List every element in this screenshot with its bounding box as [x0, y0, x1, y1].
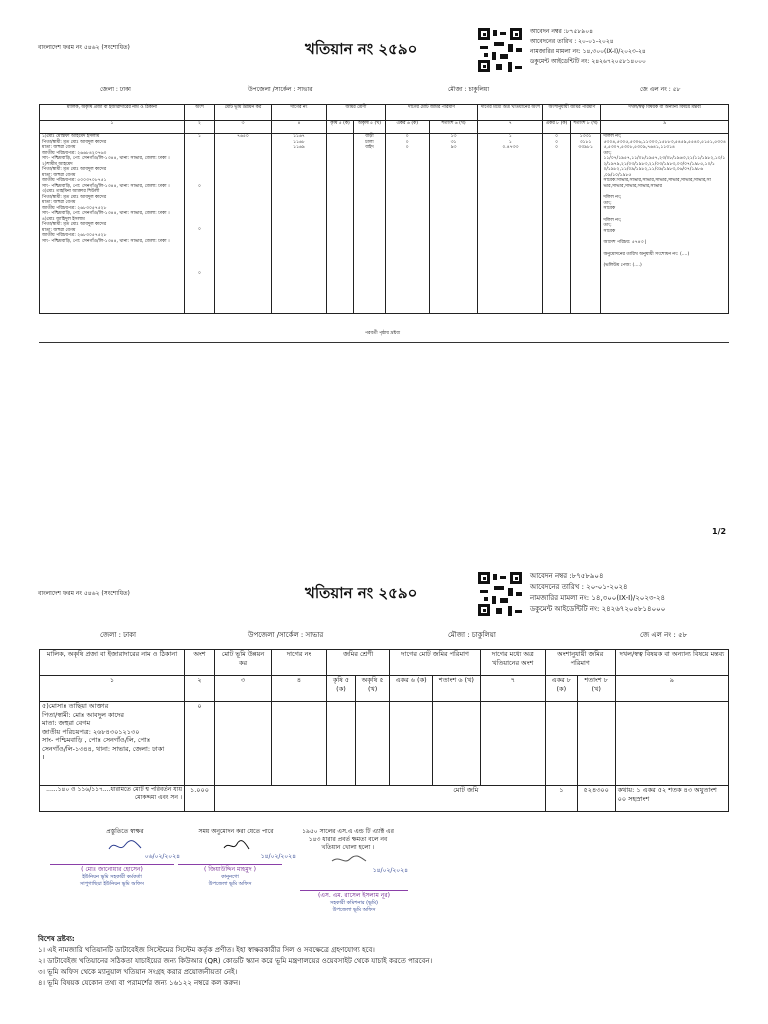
note-item: ১। এই নামজারি খতিয়ানটি ডাটাবেইজ সিস্টেমের সিস্টেম কর্তৃক প্রণীত। ইহা স্বাক্ষরকারীর সিল ও সবক্ষেত্রে গ্রহণযোগ্য হবে।	[38, 946, 375, 954]
sig-name: ( মোঃ জানোয়ার হোসেন)	[81, 866, 143, 873]
note-item: ৩। ভূমি অফিস থেকে ম্যানুয়াল খতিয়ান সংগ্রহ করার প্রয়োজনীয়তা নেই।	[38, 968, 238, 976]
remark-line: তাং;	[603, 223, 612, 228]
application-date: আবেদনের তারিখ : ২০-০১-২০২৪	[530, 38, 614, 45]
owner-line: ৫)মোসাঃ তাছিয়া আক্তার	[42, 702, 109, 710]
khatian-share: ০.৪৭৩৩	[502, 145, 519, 150]
empty-cell	[615, 702, 728, 786]
qr-code-icon	[478, 572, 522, 616]
owner-line: মাতা: জহুরা বেগম	[42, 227, 76, 233]
header-share-land: অংশানুযায়ী জমির পরিমাণ	[543, 105, 601, 121]
remark-line: ৫,৫৩০৭,৫৩০৮,৫৩০৯,৭৬৪১,১১৩১৪	[603, 145, 675, 150]
jl-number: জে এল নং : ৫৮	[640, 86, 681, 93]
header-remarks: দখল/স্বত্ব বিষয়ক বা অন্যান্য বিষয়ে মন্তব্য	[615, 650, 728, 676]
sig-office: উপজেলা ভূমি অফিস	[208, 881, 252, 887]
sig-role: সহকারী কমিশনার (ভূমি)	[330, 900, 378, 906]
sig-date: ১৪/০২/২০২৪	[372, 867, 408, 874]
col-num: ৩	[215, 121, 272, 134]
continued-note: পরবর্তী পৃষ্ঠায় দ্রষ্টব্য	[365, 331, 400, 336]
empty-cell	[480, 786, 545, 812]
col-num: শতাংশ ৬ (খ)	[429, 121, 478, 134]
share-shatak: ৩৩৯৮১	[578, 145, 593, 150]
sig-date: ০৬/০২/২০২৪	[144, 853, 180, 860]
remark-line: ভার,সাভার,সাভার,সাভার,সাভার	[603, 183, 662, 189]
remark-line: ০/১৯৮২,১১/০৯/১৯৮২,১১/০৯/১৯৮৩,০৬/০৭/১৯৮৬	[603, 167, 704, 172]
share-acre: ০	[555, 139, 558, 145]
sig-role: ইউনিয়ন ভূমি সহকারী কর্মকর্তা	[82, 874, 142, 880]
col-num: একর ৮ (ক)	[545, 676, 577, 702]
page-title: খতিয়ান নং ২৫৯০	[305, 40, 418, 58]
col-num: ১	[40, 121, 185, 134]
document-id: ডকুমেন্ট আইডেন্টিটি নং: ২৪২৬৭২০৫৮১৪০০০	[530, 58, 646, 65]
empty-cell	[272, 702, 327, 786]
header-owner: মালিক, অকৃষি প্রজা বা ইজারাদারের নাম ও ঠিকানা	[40, 105, 185, 121]
header-tax: মোট ভূমি উন্নয়ন কর	[215, 650, 272, 676]
owners-cell	[40, 134, 185, 314]
header-land-class: জমির শ্রেণী	[327, 105, 386, 121]
owner-line: জাতীয় পরিচয়পত্র: ২৬৮৩০৫৭৫২৮	[42, 205, 107, 211]
signature-rule	[178, 864, 282, 865]
empty-cell	[355, 702, 389, 786]
header-dag-total: দাগের মোট জমির পরিমাণ	[385, 105, 478, 121]
khatian-table-page2	[39, 649, 729, 812]
dag-acre: ০	[405, 139, 409, 145]
khatian-table-page1	[39, 104, 729, 314]
share-cell: ০	[185, 702, 215, 786]
owner-line: পিতা/স্বামী: মৃত মোঃ আবদুল কাদের	[42, 139, 107, 145]
col-num: ১	[40, 676, 185, 702]
col-num: অকৃষি ৫ (খ)	[354, 121, 386, 134]
total-in-words: কথায়: ১ একর ৫২ শতক ৪৩ অযুতাংশ ০০ সহস্রাংশ	[615, 786, 728, 812]
land-class: চালা	[365, 139, 374, 145]
signature-rule	[50, 864, 174, 865]
application-number: আবেদন নম্বর :৮৭৫৮৯০৪	[530, 572, 604, 580]
owner-line: সাং- পশ্চিমবাড়ি , পোঃ সেনগাঁও/লি, পোঃ	[42, 736, 151, 744]
land-class: বাইদ	[365, 145, 374, 150]
total-acre: ১	[545, 786, 577, 812]
signature-scribble-icon	[328, 853, 368, 867]
jl-number: জে এল নং : ৫৮	[640, 631, 688, 639]
remarks-cell	[601, 134, 729, 314]
document-id: ডকুমেন্ট আইডেন্টিটি নং: ২৪২৬৭২০৫৮১৪০০০	[530, 605, 666, 613]
header-share: অংশ	[185, 105, 215, 121]
signature-block-ac-land	[288, 828, 408, 875]
khatian-share: ১	[508, 139, 512, 145]
owner-line: মাতা: জহুরা বেগম	[42, 145, 76, 150]
share-acre: ০	[555, 145, 558, 150]
owner-line: সাং- পশ্চিমবাড়ি, পো: সেনগাঁও/লি-১৩৪৪, থানা: সাভার, জেলা: ঢাকা ।	[42, 211, 170, 216]
header-share: অংশ	[185, 650, 215, 676]
owner-line: পিতা/স্বামী: মৃত মোঃ আবদুল কাদের	[42, 222, 107, 227]
sig-office: উপজেলা ভূমি অফিস	[332, 907, 376, 913]
note-item: ৪। ভূমি বিষয়ক যেকোন তথ্য বা পরামর্শের জন্য ১৬১২২ নম্বরে কল করুন।	[38, 979, 241, 987]
remark-line: ২/১৯৭৯,২১/০৩/১৯৮৩,২১/০৩/১৯৮৩,০৩/০৭/১৯৮৫,১০/১	[603, 161, 715, 167]
owner-line: সেনগাঁও/লি-১৩৪৪, থানা: সাভার, জেলা: ঢাকা	[42, 744, 165, 753]
col-num: একর ৬ (ক)	[385, 121, 429, 134]
mouza: মৌজা : চাকুলিয়া	[448, 631, 496, 639]
dag-acre-cell	[385, 134, 429, 314]
empty-cell	[215, 702, 272, 786]
owner-line: ৩)মোঃ তাহমিনা আক্তার শিউলী	[42, 189, 100, 194]
dag-shatak: ৩১	[450, 139, 457, 145]
header-khatian-share: দাগের মধ্যে অত্র খতিয়ানের অংশ	[478, 105, 543, 121]
signature-scribble-icon	[105, 839, 145, 853]
notes-title: বিশেষ দ্রষ্টব্য:	[38, 935, 75, 943]
col-num: ৯	[615, 676, 728, 702]
col-num: শতাংশ ৬ (খ)	[432, 676, 480, 702]
header-dag: দাগের নং	[272, 105, 327, 121]
khatian-share: ১	[508, 134, 512, 139]
col-num: কৃষি ৫ (ক)	[327, 676, 356, 702]
land-class: বাড়ী	[365, 134, 374, 139]
signature-details-ac-land	[296, 892, 412, 914]
empty-cell	[545, 702, 577, 786]
form-number: বাংলাদেশ ফরম নং ৫৪৬২ (সংশোধিত)	[38, 590, 130, 597]
owner-line: ৪)মোঃ জাহিদুল ইসলাম	[42, 216, 85, 222]
dag-shatak: ১৩	[450, 134, 457, 139]
sig-title: প্রস্তুতিতে স্বাক্ষর	[106, 828, 144, 835]
dag-cell	[272, 134, 327, 314]
signature-scribble-icon	[221, 839, 251, 853]
owner-line: সাং- পশ্চিমবাড়ি, পো: সেনগাঁও/লি-১৩৪৪, থানা: সাভার, জেলা: ঢাকা ।	[42, 183, 170, 189]
sig-date: ১৪/০২/২০২৪	[260, 853, 296, 860]
owner-line: পিতা/স্বামী: মৃত মোঃ আবদুল কাদের	[42, 194, 107, 200]
dag-number: ১১৬৮	[293, 139, 305, 145]
sig-name: (এস. এম. রাসেল ইসলাম নূর)	[318, 892, 390, 899]
dag-number: ১১৬৯	[293, 145, 305, 150]
dag-shatak: ৯৩	[450, 145, 457, 150]
remark-line: তাং;	[603, 200, 612, 206]
sig-name: ( জিয়াউদ্দিন মাহমুদ )	[204, 866, 256, 873]
col-num: ২	[185, 121, 215, 134]
remark-line: ১১/০৭/১৯৫৭,১১/০৮/১৯৫৭,২৩/০৮/১৯৬৩,২১/১১/১৯৮২,১০/১	[603, 156, 726, 161]
total-shatak: ৫২৪৩০০	[577, 786, 615, 812]
share-value: ০	[198, 270, 201, 276]
header-dag-total: দাগের মোট জমির পরিমাণ	[390, 650, 481, 676]
dag-number: ১১৬৭	[293, 134, 305, 139]
district: জেলা : ঢাকা	[100, 631, 137, 639]
share-value: ০	[198, 183, 201, 189]
header-remarks: দখল/স্বত্ব বিষয়ক বা অন্যান্য বিষয়ে মন্তব্য	[601, 105, 729, 121]
dag-shatak-cell	[429, 134, 478, 314]
sig-line: ১৪৩ ধারার প্রবর্ত ক্ষমতা বলে নব	[308, 836, 388, 843]
application-number: আবেদন নম্বর :৮৭৫৮৯০৪	[530, 28, 594, 35]
col-num: কৃষি ৫ (ক)	[327, 121, 354, 134]
col-num: ৭	[480, 676, 545, 702]
header-khatian-share: দাগের মধ্যে অত্র খতিয়ানের অংশ	[480, 650, 545, 676]
qr-code-icon	[478, 28, 522, 72]
owner-line: ।	[42, 753, 45, 761]
empty-cell	[327, 702, 356, 786]
signature-rule	[300, 890, 408, 891]
dag-acre: ০	[405, 134, 409, 139]
header-tax: মোট ভূমি উন্নয়ন কর	[215, 105, 272, 121]
owner-line: জাতীয় পরিচয়পত্র: ৫০০৩৭০৮৭৫১	[42, 178, 107, 183]
mouza: মৌজা : চাকুলিয়া	[448, 86, 490, 93]
remark-line: ,০৯/১০/১৯৮৫	[603, 172, 632, 178]
agri-cell	[327, 134, 354, 314]
total-share: ১.০০০	[185, 786, 215, 812]
district: জেলা : ঢাকা	[100, 86, 131, 93]
col-num: ৪	[272, 121, 327, 134]
col-num: ২	[185, 676, 215, 702]
col-num: ৩	[215, 676, 272, 702]
owner-line: মাতা: জহুরা বেগম	[42, 719, 91, 727]
col-num: একর ৬ (ক)	[390, 676, 433, 702]
share-acre-cell	[543, 134, 570, 314]
owner-line: সাং- পশ্চিমবাড়ি, পো: সেনগাঁও/লি-১৩৪৪, থানা: সাভার, জেলা: ঢাকা ।	[42, 238, 170, 244]
remark-line: সাবেক	[603, 206, 616, 211]
header-owner: মালিক, অকৃষি প্রজা বা ইজারাদারের নাম ও ঠিকানা	[40, 650, 185, 676]
share-shatak: ৩১৮১	[579, 139, 592, 145]
application-date: আবেদনের তারিখ : ২০-০১-২০২৪	[530, 583, 628, 591]
col-num: একর ৮ (ক)	[543, 121, 570, 134]
empty-cell	[432, 702, 480, 786]
owner-line: জাতীয় পরিচয়পত্র: ২৬৮৪৩০১২১৩০	[42, 727, 140, 736]
case-number: নামজারির মামলা নং: ১৪,৩০০(IX-I)/২০২৩-২৪	[530, 48, 646, 55]
signature-block-approved	[176, 828, 296, 861]
share-value: ০	[198, 227, 201, 232]
signature-details-approved	[178, 866, 282, 888]
col-num: ৯	[601, 121, 729, 134]
page-number: 1/2	[712, 527, 727, 536]
upazila: উপজেলা /সার্কেল : সাভার	[248, 86, 313, 93]
share-shatak-cell	[570, 134, 601, 314]
remark-line: (ভলিউম পেজ: (....)	[603, 263, 642, 268]
remark-line: অনুমোদনের তারিখ অনুযায়ী সংশোধন নং: (....)	[603, 251, 690, 257]
remark-line: আদেশ পরিচয়: ৫৭৪৩ |	[603, 240, 647, 245]
sig-title: সময় অনুমোদন করা যেতে পারে	[198, 828, 274, 835]
remark-line: সাবেক:সাভার,সাভার,সাভার,সাভার,সাভার,সাভার,সাভার,সা	[603, 178, 711, 183]
nonagri-cell	[354, 134, 386, 314]
remark-line: দলিল নং;	[603, 134, 622, 139]
owner-line: পিতা/স্বামী: মৃত মোঃ আবদুল কাদের	[42, 167, 107, 172]
form-number: বাংলাদেশ ফরম নং ৫৪৬২ (সংশোধিত)	[38, 44, 130, 51]
total-label: ......১৪০ ও ১১৬/১১৭....ধারামতে মোট শ্ব পরিবর্তন যায় মোকদ্দমা এবং সন ।	[40, 786, 185, 812]
col-num: শতাংশ ৮ (খ)	[570, 121, 601, 134]
share-value: ১	[198, 134, 201, 139]
sig-role: কানুনগো	[221, 874, 239, 880]
col-num: ৭	[478, 121, 543, 134]
empty-cell	[577, 702, 615, 786]
remark-line: ৫৩০৪,৫৩০৫,৫৩০৬,১১৩০৩,১৫৮৮৩,৫৪৫৯,৫৫৪০,৫১৫১,৫৩০৪	[603, 139, 726, 145]
dag-acre: ০	[405, 145, 409, 150]
empty-cell	[390, 702, 433, 786]
page-title: খতিয়ান নং ২৫৯০	[305, 584, 418, 602]
case-number: নামজারির মামলা নং: ১৪,৩০০(IX-I)/২০২৩-২৪	[530, 594, 666, 602]
header-dag: দাগের নং	[272, 650, 327, 676]
share-cell	[185, 134, 215, 314]
owner-line: ১)মোঃ মোস্তফা আহমেদ ইসলাম	[42, 134, 100, 139]
owner-line: ২)শামীম আহমেদ	[42, 161, 73, 167]
khatian-share-cell	[478, 134, 543, 314]
remark-line: দলিল নং;	[603, 195, 622, 200]
signature-details-prepared	[50, 866, 174, 888]
owner-cell	[40, 702, 185, 786]
owner-line: জাতীয় পরিচয়পত্র: ২৬৬৮৪২০৭৬০	[42, 150, 107, 156]
tax-cell: ৭৬৫০	[215, 134, 272, 314]
special-notes	[38, 934, 738, 989]
sig-office: সাপুগাছিয়া ইউনিয়ন ভূমি অফিস	[80, 881, 144, 887]
col-num: ৪	[272, 676, 327, 702]
remark-line: সাবেক	[603, 228, 616, 234]
remark-line: দলিল নং;	[603, 217, 622, 223]
remark-line: তাং;	[603, 150, 612, 156]
share-shatak: ১৩৩১	[579, 134, 592, 139]
header-share-land: অংশানুযায়ী জমির পরিমাণ	[545, 650, 615, 676]
owner-line: মাতা: জহুরা বেগম	[42, 200, 76, 205]
owner-line: সাং- পশ্চিমবাড়ি, পো: সেনগাঁও/লি-১৩৪৪, থানা: সাভার, জেলা: ঢাকা ।	[42, 156, 170, 161]
owner-line: জাতীয় পরিচয়পত্র: ২৬৮৩০৫৭৫২৮	[42, 233, 107, 238]
note-item: ২। ডাটাবেইজ খতিয়ানের সঠিকতা যাচাইয়ের জন্য কিউআর (QR) কোডটি স্ক্যান করে ভূমি মন্ত্রণালয়ের ওয়েবসাইট থেকে যাচাই করতে পারবেন।	[38, 957, 433, 965]
sig-line: খতিয়ান খোলা হলো ।	[321, 844, 375, 851]
owner-line: পিতা/স্বামী: মোঃ আবদুল কাদের	[42, 710, 125, 719]
share-acre: ০	[555, 134, 558, 139]
col-num: অকৃষি ৫ (খ)	[355, 676, 389, 702]
empty-cell	[480, 702, 545, 786]
sig-line: ১৯৫০ সালের এস.এ এন্ড টি এ্যাক্ট এর	[302, 828, 394, 835]
header-land-class: জমির শ্রেণী	[327, 650, 390, 676]
owner-line: মাতা: জহুরা বেগম	[42, 172, 76, 178]
col-num: শতাংশ ৮ (খ)	[577, 676, 615, 702]
signature-block-prepared	[70, 828, 180, 861]
upazila: উপজেলা /সার্কেল : সাভার	[248, 631, 324, 639]
total-land-label: মোট জমি	[215, 786, 481, 812]
page-divider	[39, 342, 729, 343]
